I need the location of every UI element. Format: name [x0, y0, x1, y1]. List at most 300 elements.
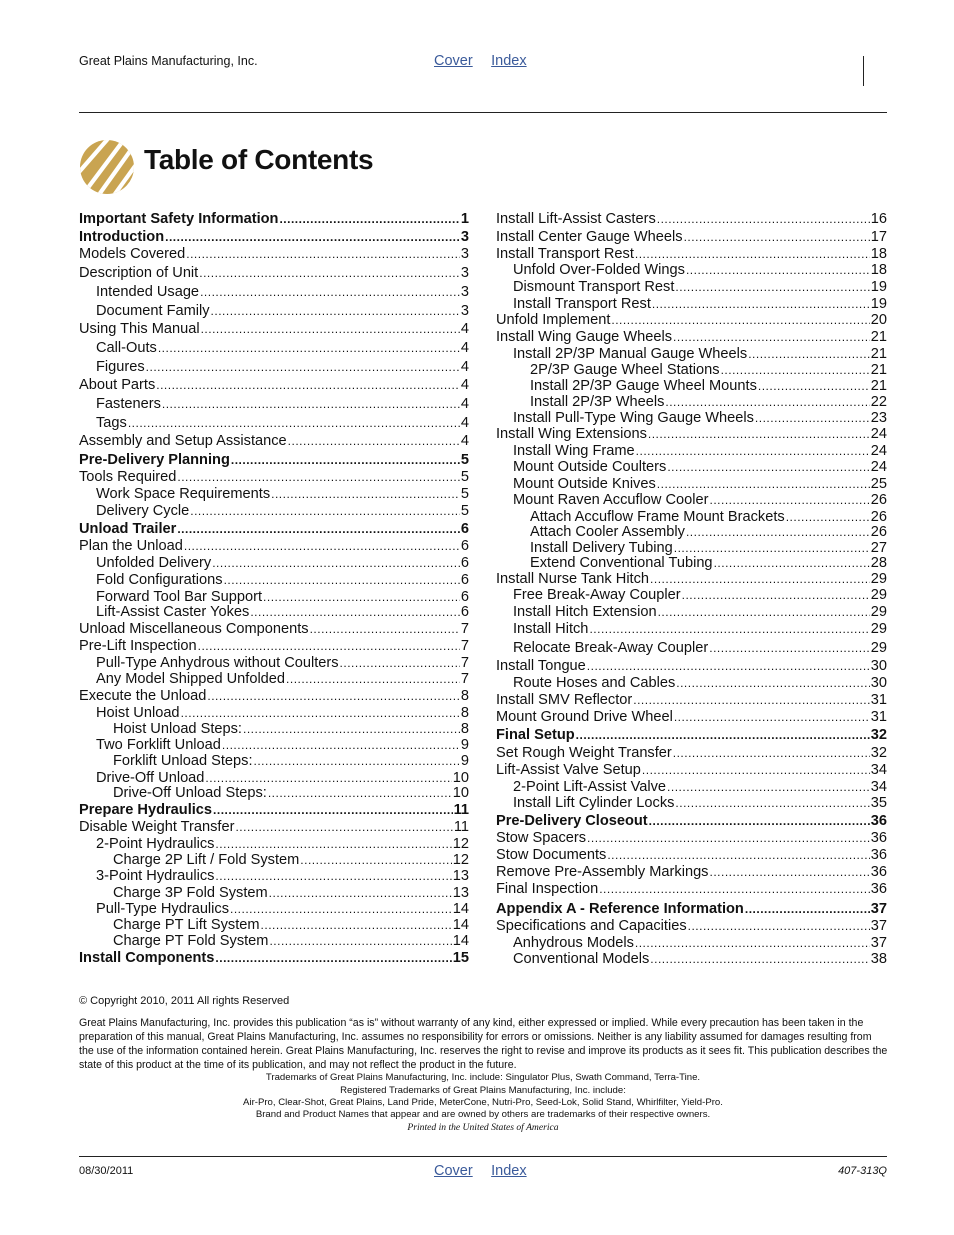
toc-leader-dots: [271, 485, 460, 503]
toc-entry-page: 30: [870, 658, 887, 674]
toc-entry[interactable]: [79, 485, 469, 503]
toc-entry-title: Unfold Implement: [496, 312, 611, 328]
toc-entry-page: 7: [460, 638, 469, 654]
toc-entry-title: Route Hoses and Cables: [513, 675, 676, 691]
toc-entry-title: Install Wing Frame: [513, 443, 635, 459]
toc-leader-dots: [177, 468, 460, 486]
toc-entry[interactable]: [496, 812, 887, 830]
toc-leader-dots: [286, 670, 460, 688]
toc-leader-dots: [648, 425, 870, 443]
toc-entry-title: Mount Ground Drive Wheel: [496, 709, 673, 725]
toc-entry-title: Using This Manual: [79, 321, 200, 337]
toc-entry[interactable]: [496, 950, 887, 968]
toc-leader-dots: [250, 603, 460, 621]
toc-entry-page: 36: [870, 813, 887, 829]
toc-entry[interactable]: [79, 949, 469, 967]
toc-entry[interactable]: [79, 932, 469, 950]
toc-entry[interactable]: [79, 245, 469, 263]
toc-entry-page: 34: [870, 779, 887, 795]
toc-entry-title: Install Wing Extensions: [496, 426, 647, 442]
toc-entry-page: 36: [870, 830, 887, 846]
toc-entry[interactable]: [79, 867, 469, 885]
toc-entry-page: 29: [870, 640, 887, 656]
toc-entry[interactable]: [79, 414, 469, 432]
toc-entry[interactable]: [496, 657, 887, 675]
toc-entry[interactable]: [496, 880, 887, 898]
great-plains-logo-icon: [79, 139, 135, 195]
toc-entry-page: 29: [870, 604, 887, 620]
toc-entry[interactable]: [496, 794, 887, 812]
toc-entry-title: Mount Outside Coulters: [513, 459, 667, 475]
toc-entry[interactable]: [496, 708, 887, 726]
toc-entry-page: 20: [870, 312, 887, 328]
toc-entry-title: Attach Accuflow Frame Mount Brackets: [530, 509, 785, 525]
toc-entry-title: Anhydrous Models: [513, 935, 634, 951]
disclaimer: Great Plains Manufacturing, Inc. provides this publication “as is” without warranty of any kind, either expressed or implied. While every precaution has been taken in the preparation of this manual, Great Plains Manufacturing, Inc. assumes no responsibility for errors or omissions. Neither is any liability assumed for damages resulting from the use of the information contained herein. Great Plains Manufacturing, Inc. reserves the right to revise and improve its products as it sees fit. This publication describes the state of this product at the time of its publication, and may not reflect the product in the future.: [79, 1017, 888, 1071]
printed-in: Printed in the United States of America: [407, 1122, 559, 1133]
toc-leader-dots: [676, 674, 870, 692]
toc-entry-title: Install Components: [79, 950, 215, 966]
toc-entry-title: Install 2P/3P Manual Gauge Wheels: [513, 346, 748, 362]
toc-leader-dots: [156, 376, 460, 394]
toc-entry-page: 30: [870, 675, 887, 691]
toc-entry-page: 32: [870, 727, 887, 743]
toc-leader-dots: [673, 744, 870, 762]
toc-entry-page: 6: [460, 589, 469, 605]
toc-entry-title: Unfolded Delivery: [96, 555, 212, 571]
publication-date: 08/30/2011: [79, 1165, 134, 1177]
toc-entry-page: 5: [460, 469, 469, 485]
toc-entry[interactable]: [79, 468, 469, 486]
toc-entry-page: 3: [460, 229, 469, 245]
toc-leader-dots: [162, 395, 460, 413]
toc-entry[interactable]: [79, 752, 469, 770]
toc-entry-page: 36: [870, 864, 887, 880]
toc-entry-title: Remove Pre-Assembly Markings: [496, 864, 709, 880]
toc-leader-dots: [184, 537, 460, 555]
toc-leader-dots: [165, 228, 460, 246]
toc-entry-title: Plan the Unload: [79, 538, 183, 554]
toc-leader-dots: [215, 867, 451, 885]
toc-entry-page: 25: [870, 476, 887, 492]
toc-entry-page: 24: [870, 459, 887, 475]
toc-leader-dots: [211, 302, 460, 320]
toc-entry[interactable]: [79, 451, 469, 469]
toc-entry-page: 38: [870, 951, 887, 967]
toc-entry-page: 4: [460, 433, 469, 449]
toc-entry[interactable]: [79, 228, 469, 246]
toc-entry-page: 4: [460, 359, 469, 375]
toc-leader-dots: [649, 812, 870, 830]
toc-entry-page: 6: [460, 604, 469, 620]
toc-entry-page: 11: [453, 819, 469, 835]
cover-link[interactable]: Cover: [434, 53, 473, 69]
toc-leader-dots: [674, 708, 870, 726]
toc-entry[interactable]: [496, 744, 887, 762]
toc-entry-page: 37: [870, 901, 887, 917]
toc-entry-title: Disable Weight Transfer: [79, 819, 235, 835]
toc-leader-dots: [199, 264, 460, 282]
toc-entry-title: Tags: [96, 415, 127, 431]
toc-entry-title: Unload Miscellaneous Components: [79, 621, 309, 637]
toc-entry-page: 10: [452, 770, 469, 786]
toc-entry-title: Tools Required: [79, 469, 177, 485]
toc-entry-title: Install 2P/3P Gauge Wheel Mounts: [530, 378, 757, 394]
toc-entry-page: 7: [460, 671, 469, 687]
toc-entry-page: 22: [870, 394, 887, 410]
toc-entry-page: 13: [452, 885, 469, 901]
toc-entry-page: 35: [870, 795, 887, 811]
toc-entry-page: 37: [870, 918, 887, 934]
toc-entry[interactable]: [496, 586, 887, 604]
toc-entry[interactable]: [79, 603, 469, 621]
toc-entry[interactable]: [496, 261, 887, 279]
toc-entry-page: 7: [460, 621, 469, 637]
toc-entry-title: Assembly and Setup Assistance: [79, 433, 287, 449]
toc-entry-page: 5: [460, 452, 469, 468]
toc-leader-dots: [576, 726, 870, 744]
toc-entry-title: Extend Conventional Tubing: [530, 555, 713, 571]
trademarks-line: Trademarks of Great Plains Manufacturing, Inc. include: Singulator Plus, Swath Command, Terra-Tine.: [265, 1072, 701, 1083]
toc-entry-page: 3: [460, 284, 469, 300]
toc-leader-dots: [235, 818, 452, 836]
toc-entry-page: 29: [870, 571, 887, 587]
toc-leader-dots: [279, 210, 459, 228]
toc-entry-page: 27: [870, 540, 887, 556]
toc-entry[interactable]: [496, 328, 887, 346]
toc-entry-page: 18: [870, 246, 887, 262]
toc-leader-dots: [158, 339, 460, 357]
toc-leader-dots: [686, 261, 870, 279]
toc-entry[interactable]: [79, 502, 469, 520]
toc-entry[interactable]: [496, 691, 887, 709]
toc-leader-dots: [200, 283, 460, 301]
toc-entry-page: 31: [870, 709, 887, 725]
toc-entry-page: 9: [460, 753, 469, 769]
toc-leader-dots: [215, 949, 451, 967]
toc-entry-title: Drive-Off Unload Steps:: [113, 785, 267, 801]
toc-entry-page: 3: [460, 265, 469, 281]
toc-entry-title: Install Lift Cylinder Locks: [513, 795, 675, 811]
toc-entry[interactable]: [79, 358, 469, 376]
toc-entry-title: Appendix A - Reference Information: [496, 901, 744, 917]
toc-entry[interactable]: [496, 900, 887, 918]
toc-entry[interactable]: [79, 784, 469, 802]
toc-entry-page: 14: [452, 917, 469, 933]
toc-entry[interactable]: [496, 458, 887, 476]
toc-leader-dots: [190, 502, 460, 520]
toc-entry-page: 14: [452, 933, 469, 949]
toc-entry-page: 21: [870, 362, 887, 378]
toc-entry[interactable]: [496, 863, 887, 881]
toc-entry[interactable]: [79, 210, 469, 228]
toc-leader-dots: [682, 586, 870, 604]
toc-entry-title: Relocate Break-Away Coupler: [513, 640, 709, 656]
toc-entry[interactable]: [79, 264, 469, 282]
toc-entry-page: 8: [460, 688, 469, 704]
toc-entry-title: Important Safety Information: [79, 211, 279, 227]
cover-link[interactable]: Cover: [434, 1163, 473, 1179]
toc-entry[interactable]: [79, 395, 469, 413]
toc-leader-dots: [201, 320, 460, 338]
toc-entry-title: Conventional Models: [513, 951, 650, 967]
toc-entry[interactable]: [79, 302, 469, 320]
toc-entry-title: Models Covered: [79, 246, 186, 262]
toc-leader-dots: [198, 637, 460, 655]
toc-entry[interactable]: [79, 320, 469, 338]
toc-entry-page: 15: [452, 950, 469, 966]
toc-entry[interactable]: [79, 520, 469, 538]
toc-entry-page: 21: [870, 346, 887, 362]
toc-entry-title: Install Hitch: [513, 621, 589, 637]
toc-entry-page: 4: [460, 415, 469, 431]
toc-entry-title: Pre-Delivery Closeout: [496, 813, 648, 829]
toc-leader-dots: [269, 932, 451, 950]
toc-entry-title: Install SMV Reflector: [496, 692, 633, 708]
toc-entry-title: Free Break-Away Coupler: [513, 587, 681, 603]
toc-entry[interactable]: [496, 761, 887, 779]
header-marker: [863, 56, 864, 86]
toc-entry-title: Hoist Unload: [96, 705, 180, 721]
toc-entry-title: Pull-Type Anhydrous without Coulters: [96, 655, 339, 671]
toc-leader-dots: [633, 691, 870, 709]
toc-entry-page: 1: [460, 211, 469, 227]
toc-entry-page: 12: [452, 836, 469, 852]
toc-leader-dots: [599, 880, 870, 898]
toc-leader-dots: [186, 245, 460, 263]
toc-entry-title: Lift-Assist Caster Yokes: [96, 604, 250, 620]
toc-leader-dots: [310, 620, 460, 638]
toc-leader-dots: [673, 328, 870, 346]
toc-entry-title: Work Space Requirements: [96, 486, 271, 502]
toc-entry-title: Any Model Shipped Unfolded: [96, 671, 286, 687]
page-title: Table of Contents: [144, 144, 374, 175]
toc-entry-page: 9: [460, 737, 469, 753]
toc-entry-page: 23: [870, 410, 887, 426]
toc-leader-dots: [688, 917, 870, 935]
toc-entry[interactable]: [79, 801, 469, 819]
document-number: 407-313Q: [838, 1165, 887, 1177]
toc-leader-dots: [207, 687, 460, 705]
toc-entry-page: 16: [870, 211, 887, 227]
toc-entry-page: 10: [452, 785, 469, 801]
toc-entry-page: 19: [870, 296, 887, 312]
toc-leader-dots: [607, 846, 869, 864]
toc-entry[interactable]: [79, 670, 469, 688]
toc-leader-dots: [658, 603, 870, 621]
toc-entry[interactable]: [79, 376, 469, 394]
toc-entry-title: Install Transport Rest: [513, 296, 651, 312]
toc-entry-title: Charge 3P Fold System: [113, 885, 268, 901]
toc-entry-page: 6: [460, 555, 469, 571]
toc-entry[interactable]: [496, 917, 887, 935]
toc-entry-page: 8: [460, 705, 469, 721]
toc-entry-title: Install Nurse Tank Hitch: [496, 571, 650, 587]
toc-leader-dots: [642, 761, 870, 779]
toc-entry[interactable]: [496, 620, 887, 638]
toc-entry-title: Intended Usage: [96, 284, 200, 300]
toc-entry[interactable]: [496, 846, 887, 864]
toc-entry-title: Forward Tool Bar Support: [96, 589, 263, 605]
toc-entry-title: Fasteners: [96, 396, 161, 412]
toc-leader-dots: [177, 520, 460, 538]
toc-entry-title: 2P/3P Gauge Wheel Stations: [530, 362, 720, 378]
toc-entry-page: 11: [453, 802, 469, 818]
toc-entry-page: 6: [460, 521, 469, 537]
toc-entry[interactable]: [496, 639, 887, 657]
toc-entry[interactable]: [496, 674, 887, 692]
toc-entry-page: 14: [452, 901, 469, 917]
toc-entry[interactable]: [79, 818, 469, 836]
top-nav: [434, 52, 541, 70]
copyright: © Copyright 2010, 2011 All rights Reserved: [79, 995, 290, 1007]
toc-entry[interactable]: [79, 283, 469, 301]
toc-leader-dots: [213, 801, 453, 819]
toc-entry-title: Forklift Unload Steps:: [113, 753, 253, 769]
toc-entry-page: 19: [870, 279, 887, 295]
toc-leader-dots: [745, 900, 870, 918]
header-divider: [79, 112, 887, 113]
toc-entry-title: Charge PT Fold System: [113, 933, 269, 949]
toc-entry[interactable]: [79, 571, 469, 589]
toc-leader-dots: [657, 210, 870, 228]
toc-entry-title: Drive-Off Unload: [96, 770, 205, 786]
toc-entry-title: Install 2P/3P Wheels: [530, 394, 665, 410]
toc-leader-dots: [667, 458, 869, 476]
toc-entry-title: Final Setup: [496, 727, 575, 743]
toc-entry-title: Install Center Gauge Wheels: [496, 229, 683, 245]
toc-leader-dots: [675, 794, 869, 812]
toc-entry-title: Two Forklift Unload: [96, 737, 221, 753]
toc-entry-page: 13: [452, 868, 469, 884]
toc-entry-title: Fold Configurations: [96, 572, 223, 588]
toc-entry-page: 26: [870, 524, 887, 540]
toc-entry-title: Execute the Unload: [79, 688, 207, 704]
toc-entry-page: 8: [460, 721, 469, 737]
toc-leader-dots: [128, 414, 460, 432]
toc-entry-page: 26: [870, 492, 887, 508]
toc-entry-title: Mount Raven Accuflow Cooler: [513, 492, 709, 508]
toc-leader-dots: [611, 311, 869, 329]
toc-entry-page: 24: [870, 426, 887, 442]
toc-entry-title: Install Hitch Extension: [513, 604, 657, 620]
toc-entry[interactable]: [79, 537, 469, 555]
toc-entry-title: Install Wing Gauge Wheels: [496, 329, 673, 345]
toc-entry-title: Charge PT Lift System: [113, 917, 260, 933]
toc-entry[interactable]: [79, 637, 469, 655]
toc-entry[interactable]: [79, 620, 469, 638]
toc-entry-title: Mount Outside Knives: [513, 476, 656, 492]
toc-entry-title: Unload Trailer: [79, 521, 177, 537]
toc-entry-page: 7: [460, 655, 469, 671]
third-party-trademarks: Brand and Product Names that appear and are owned by others are trademarks of their respective owners.: [255, 1109, 711, 1120]
toc-leader-dots: [684, 228, 870, 246]
toc-entry-title: Document Family: [96, 303, 210, 319]
toc-entry-page: 6: [460, 538, 469, 554]
toc-entry[interactable]: [79, 339, 469, 357]
bottom-nav: [434, 1162, 541, 1180]
toc-entry-page: 4: [460, 340, 469, 356]
toc-entry-title: Stow Spacers: [496, 830, 587, 846]
toc-entry-page: 29: [870, 587, 887, 603]
toc-entry-title: Install Pull-Type Wing Gauge Wheels: [513, 410, 754, 426]
index-link[interactable]: Index: [491, 1163, 527, 1179]
toc-entry-page: 18: [870, 262, 887, 278]
toc-entry-title: Install Lift-Assist Casters: [496, 211, 656, 227]
toc-entry-page: 12: [452, 852, 469, 868]
toc-entry-title: 2-Point Lift-Assist Valve: [513, 779, 667, 795]
toc-leader-dots: [212, 554, 460, 572]
toc-entry-title: About Parts: [79, 377, 156, 393]
toc-entry[interactable]: [496, 228, 887, 246]
toc-entry-title: Dismount Transport Rest: [513, 279, 675, 295]
toc-entry[interactable]: [79, 554, 469, 572]
toc-entry-title: Pull-Type Hydraulics: [96, 901, 230, 917]
toc-entry-page: 21: [870, 378, 887, 394]
toc-entry-title: Unfold Over-Folded Wings: [513, 262, 685, 278]
toc-entry[interactable]: [496, 425, 887, 443]
toc-entry-title: Stow Documents: [496, 847, 607, 863]
toc-entry[interactable]: [496, 311, 887, 329]
toc-entry[interactable]: [496, 491, 887, 509]
toc-entry-title: Set Rough Weight Transfer: [496, 745, 672, 761]
toc-leader-dots: [710, 491, 870, 509]
toc-entry-page: 6: [460, 572, 469, 588]
toc-entry-page: 3: [460, 303, 469, 319]
toc-leader-dots: [589, 620, 869, 638]
toc-entry-title: 3-Point Hydraulics: [96, 868, 215, 884]
toc-entry-page: 4: [460, 396, 469, 412]
toc-entry[interactable]: [496, 603, 887, 621]
toc-entry-page: 36: [870, 881, 887, 897]
index-link[interactable]: Index: [491, 53, 527, 69]
toc-entry-title: Pre-Delivery Planning: [79, 452, 230, 468]
toc-entry-title: 2-Point Hydraulics: [96, 836, 215, 852]
toc-entry[interactable]: [496, 829, 887, 847]
toc-entry-title: Final Inspection: [496, 881, 599, 897]
toc-entry-title: Install Transport Rest: [496, 246, 634, 262]
toc-leader-dots: [268, 784, 452, 802]
toc-entry-page: 34: [870, 762, 887, 778]
toc-entry-title: Description of Unit: [79, 265, 199, 281]
toc-entry-title: Charge 2P Lift / Fold System: [113, 852, 300, 868]
toc-entry-title: Hoist Unload Steps:: [113, 721, 242, 737]
toc-leader-dots: [650, 950, 869, 968]
toc-entry[interactable]: [79, 432, 469, 450]
toc-entry-page: 3: [460, 246, 469, 262]
toc-entry-page: 17: [870, 229, 887, 245]
toc-entry[interactable]: [496, 210, 887, 228]
toc-entry[interactable]: [496, 726, 887, 744]
toc-leader-dots: [587, 657, 870, 675]
toc-leader-dots: [709, 639, 870, 657]
toc-entry-page: 32: [870, 745, 887, 761]
company-name: Great Plains Manufacturing, Inc.: [79, 54, 258, 68]
toc-leader-dots: [288, 432, 460, 450]
toc-entry-title: Introduction: [79, 229, 165, 245]
toc-entry[interactable]: [496, 278, 887, 296]
toc-entry-page: 28: [870, 555, 887, 571]
toc-entry[interactable]: [79, 687, 469, 705]
toc-leader-dots: [587, 829, 870, 847]
toc-entry-page: 21: [870, 329, 887, 345]
toc-leader-dots: [254, 752, 460, 770]
toc-entry-title: Pre-Lift Inspection: [79, 638, 197, 654]
toc-entry-title: Delivery Cycle: [96, 503, 190, 519]
toc-entry-title: Call-Outs: [96, 340, 157, 356]
toc-entry-title: Specifications and Capacities: [496, 918, 687, 934]
toc-entry-title: Figures: [96, 359, 145, 375]
